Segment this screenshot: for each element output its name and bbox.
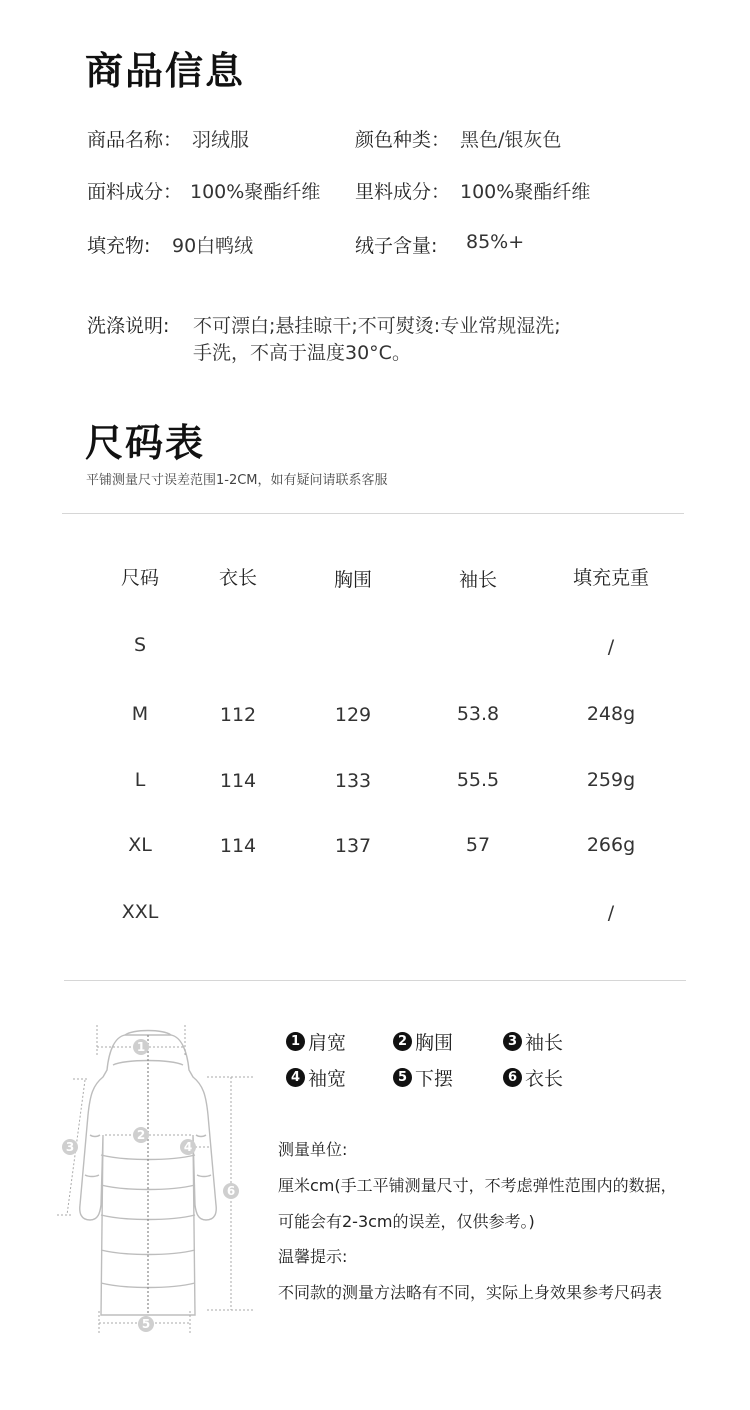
cell-m-size: M xyxy=(131,703,149,725)
cell-m-length: 112 xyxy=(219,704,257,726)
measure-lines xyxy=(57,1025,255,1335)
product-name-label: 商品名称： xyxy=(87,129,183,151)
wash-line-2: 手洗，不高于温度30°C。 xyxy=(193,342,411,364)
header-chest: 胸围 xyxy=(333,569,372,591)
cell-s-size: S xyxy=(133,634,147,656)
marker-1-text: 1 xyxy=(136,1040,146,1054)
cell-xxl-size: XXL xyxy=(121,901,159,923)
legend-chest-label: 胸围 xyxy=(415,1032,454,1054)
marker-2-text: 2 xyxy=(136,1128,146,1142)
legend-sleeve xyxy=(503,1028,563,1055)
header-fill-weight: 填充克重 xyxy=(572,567,649,589)
header-length: 衣长 xyxy=(218,567,257,589)
cell-xl-size: XL xyxy=(128,834,152,856)
legend-length xyxy=(503,1064,563,1091)
wash-label: 洗涤说明: xyxy=(87,315,170,337)
cell-l-fill: 259g xyxy=(586,769,636,791)
cell-xxl-fill: / xyxy=(607,902,615,924)
marker-5-text: 5 xyxy=(141,1317,151,1331)
fabric-value: 100%聚酯纤维 xyxy=(190,181,321,203)
filling-label: 填充物: xyxy=(87,235,151,257)
size-table-bottom-divider xyxy=(64,980,686,981)
cell-xl-length: 114 xyxy=(219,835,257,857)
color-label: 颜色种类： xyxy=(355,129,451,151)
measure-unit-title: 测量单位: xyxy=(278,1140,348,1159)
down-content-value: 85%+ xyxy=(466,231,525,253)
lining-label: 里料成分： xyxy=(355,181,451,203)
legend-hem-num: 5 xyxy=(393,1068,412,1087)
marker-6-text: 6 xyxy=(226,1184,236,1198)
legend-chest xyxy=(393,1028,453,1055)
legend-shoulder-label: 肩宽 xyxy=(308,1032,347,1054)
measure-unit-line-2: 可能会有2-3cm的误差，仅供参考。) xyxy=(278,1212,535,1231)
cell-m-sleeve: 53.8 xyxy=(456,703,500,725)
legend-hem xyxy=(393,1064,453,1091)
cell-m-fill: 248g xyxy=(586,703,636,725)
legend-sleeve-num: 3 xyxy=(503,1032,522,1051)
legend-shoulder xyxy=(286,1028,346,1055)
cell-s-fill: / xyxy=(607,636,615,658)
legend-length-label: 衣长 xyxy=(525,1068,564,1090)
measure-unit-line-1: 厘米cm(手工平铺测量尺寸，不考虑弹性范围内的数据， xyxy=(278,1176,677,1195)
cell-l-size: L xyxy=(134,769,146,791)
coat-measurement-diagram xyxy=(45,1015,260,1345)
legend-hem-label: 下摆 xyxy=(415,1068,454,1090)
legend-sleeve-width-label: 袖宽 xyxy=(308,1068,347,1090)
cell-xl-chest: 137 xyxy=(334,835,372,857)
cell-xl-sleeve: 57 xyxy=(465,834,491,856)
legend-sleeve-width-num: 4 xyxy=(286,1068,305,1087)
marker-4-text: 4 xyxy=(183,1140,193,1154)
size-chart-title: 尺码表 xyxy=(85,421,206,465)
cell-l-length: 114 xyxy=(219,770,257,792)
product-info-title: 商品信息 xyxy=(85,49,246,93)
cell-m-chest: 129 xyxy=(334,704,372,726)
wash-line-1: 不可漂白;悬挂晾干;不可熨烫:专业常规湿洗; xyxy=(193,315,561,337)
header-sleeve: 袖长 xyxy=(458,569,497,591)
tip-line: 不同款的测量方法略有不同，实际上身效果参考尺码表 xyxy=(278,1283,663,1302)
down-content-label: 绒子含量: xyxy=(355,235,438,257)
tip-title: 温馨提示: xyxy=(278,1247,348,1266)
header-size: 尺码 xyxy=(120,567,159,589)
size-chart-note: 平铺测量尺寸误差范围1-2CM，如有疑问请联系客服 xyxy=(86,473,388,488)
lining-value: 100%聚酯纤维 xyxy=(460,181,591,203)
marker-3-text: 3 xyxy=(65,1140,75,1154)
legend-chest-num: 2 xyxy=(393,1032,412,1051)
size-table-top-divider xyxy=(62,513,684,514)
cell-xl-fill: 266g xyxy=(586,834,636,856)
legend-sleeve-label: 袖长 xyxy=(525,1032,564,1054)
filling-value: 90白鸭绒 xyxy=(172,235,254,257)
legend-sleeve-width xyxy=(286,1064,346,1091)
product-name-value: 羽绒服 xyxy=(192,129,250,151)
fabric-label: 面料成分： xyxy=(87,181,183,203)
legend-length-num: 6 xyxy=(503,1068,522,1087)
cell-l-sleeve: 55.5 xyxy=(456,769,500,791)
legend-shoulder-num: 1 xyxy=(286,1032,305,1051)
cell-l-chest: 133 xyxy=(334,770,372,792)
color-value: 黑色/银灰色 xyxy=(460,129,562,151)
